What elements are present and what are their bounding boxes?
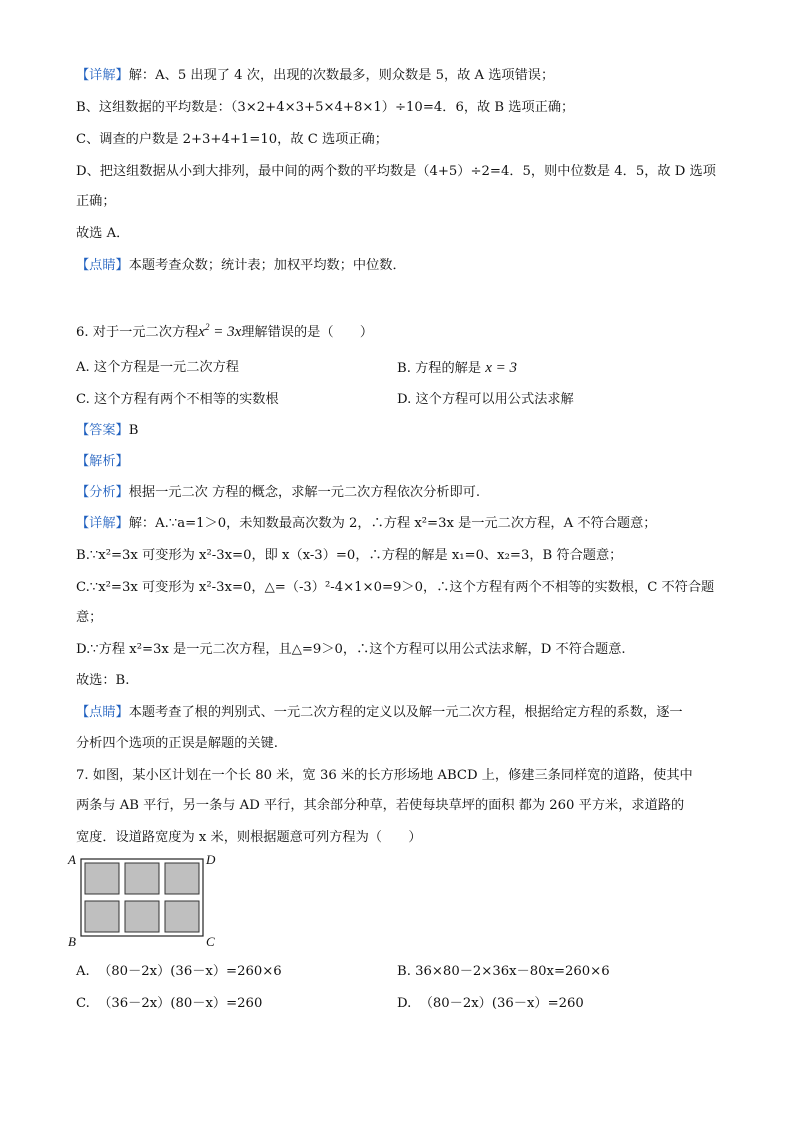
lawn-5 [125,901,159,932]
q6-analysis-line-9: 分析四个选项的正误是解题的关键. [76,736,279,751]
explain-tag: 【详解】 [76,68,129,83]
q6-analysis-tag: 【解析】 [76,454,129,469]
label-b: B [68,934,76,949]
explain-line-5: 正确； [76,194,116,209]
q7-option-d: D. （80－2x）(36－x）=260 [397,996,584,1011]
q6-answer: 【答案】B [76,423,139,438]
q6-analysis-line-5: 意； [76,610,103,625]
q7-option-c: C. （36－2x）(80－x）=260 [76,996,263,1011]
label-d: D [206,852,216,867]
explain-line-2: B、这组数据的平均数是：（3×2+4×3+5×4+8×1）÷10=4．6，故 B 选项正确； [76,100,575,115]
q6-option-b: B. 方程的解是 x = 3 [397,360,518,376]
rectangle-field [68,852,228,952]
q7-option-b: B. 36×80－2×36x－80x=260×6 [397,964,610,979]
q7-stem-line-3: 宽度．设道路宽度为 x 米，则根据题意可列方程为（ ） [76,830,422,845]
tip-line: 【点睛】本题考查众数；统计表；加权平均数；中位数． [76,258,406,273]
tip-tag: 【点睛】 [76,258,129,273]
q7-stem-line-2: 两条与 AB 平行，另一条与 AD 平行，其余部分种草，若使每块草坪的面积 都为 260 平方米，求道路的 [76,798,685,813]
lawn-1 [85,863,119,894]
q6-option-a: A. 这个方程是一元二次方程 [76,360,239,375]
q6-option-d: D. 这个方程可以用公式法求解 [397,392,574,407]
q6-analysis-line-1: 【分析】根据一元二次 方程的概念，求解一元二次方程依次分析即可. [76,485,481,500]
explain-line-6: 故选 A． [76,226,130,241]
q7-stem-line-1: 7. 如图，某小区计划在一个长 80 米，宽 36 米的长方形场地 ABCD 上，修建三条同样宽的道路，使其中 [76,768,693,783]
q6-analysis-line-6: D.∵方程 x²=3x 是一元二次方程，且△=9＞0，∴这个方程可以用公式法求解，D 不符合题意. [76,642,626,657]
q6-analysis-line-2: 【详解】解：A.∵a=1＞0，未知数最高次数为 2，∴方程 x²=3x 是一元二次方程，A 不符合题意； [76,516,657,531]
explain-line-3: C、调查的户数是 2+3+4+1=10，故 C 选项正确； [76,132,388,147]
lawn-6 [165,901,199,932]
q6-analysis-line-4: C.∵x²=3x 可变形为 x²-3x=0，△=（-3）²-4×1×0=9＞0，∴这个方程有两个不相等的实数根，C 不符合题 [76,580,715,595]
lawn-2 [125,863,159,894]
lawn-4 [85,901,119,932]
q6-equation: $x^2 = 3x$ [198,322,242,340]
q6-stem: 6. 对于一元二次方程$x^2 = 3x$理解错误的是（ ） [76,322,374,340]
lawn-3 [165,863,199,894]
label-a: A [68,852,76,867]
q6-analysis-line-7: 故选：B. [76,673,130,688]
q6-analysis-line-3: B.∵x²=3x 可变形为 x²-3x=0，即 x（x-3）=0，∴方程的解是 x₁=0、x₂=3，B 符合题意； [76,548,623,563]
q6-option-c: C. 这个方程有两个不相等的实数根 [76,392,279,407]
q7-option-a: A. （80－2x）(36－x）=260×6 [76,964,282,979]
q6-analysis-line-8: 【点睛】本题考查了根的判别式、一元二次方程的定义以及解一元二次方程，根据给定方程的系数，逐一 [76,705,683,720]
explain-line-1: 【详解】解：A、5 出现了 4 次，出现的次数最多，则众数是 5，故 A 选项错误； [76,68,555,83]
label-c: C [206,934,215,949]
explain-line-4: D、把这组数据从小到大排列，最中间的两个数的平均数是（4+5）÷2=4．5，则中位数是 4．5，故 D 选项 [76,164,716,179]
